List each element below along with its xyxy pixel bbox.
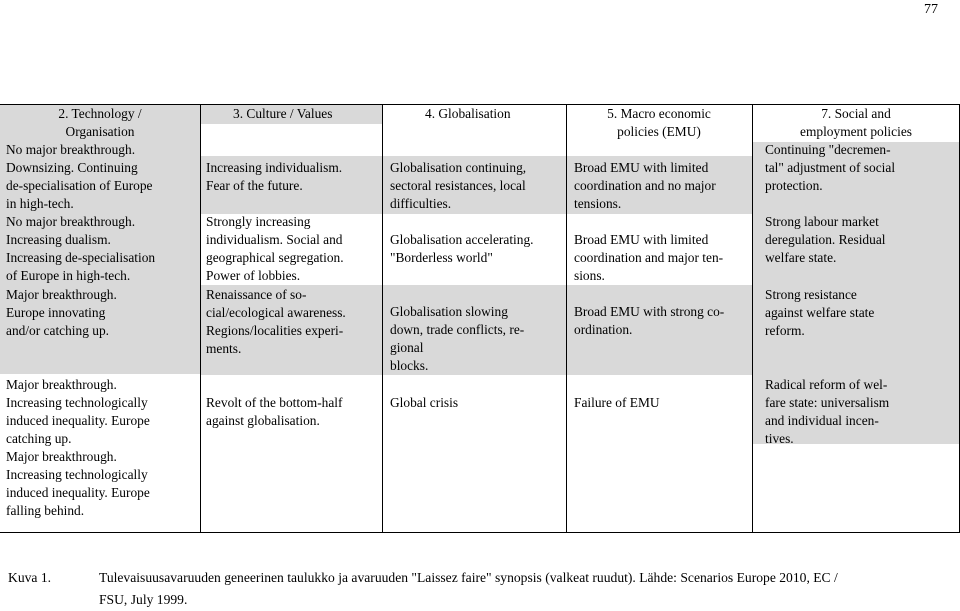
row2-culture: Strongly increasing individualism. Social and geographical segregation. Power of lobbies. [206,214,344,283]
row1-technology: No major breakthrough. Downsizing. Continuing de-specialisation of Europe in high-tech. [6,142,153,211]
header-globalisation: 4. Globalisation [425,106,511,121]
row3-social: Strong resistance against welfare state reform. [765,287,875,338]
row4-technology: Major breakthrough. Increasing technologically induced inequality. Europe catching up. [6,377,150,446]
header-social: 7. Social and employment policies [800,106,912,139]
row2-social: Strong labour market deregulation. Residual welfare state. [765,214,886,265]
row1-social: Continuing "decremen- tal" adjustment of social protection. [765,142,896,193]
row3-technology: Major breakthrough. Europe innovating and/or catching up. [6,287,117,338]
row1-macro: Broad EMU with limited coordination and no major tensions. [574,160,716,211]
table-bottom-rule [0,532,960,533]
col-divider-3 [566,104,567,532]
row2-macro: Broad EMU with limited coordination and major ten- sions. [574,232,724,283]
header-technology: 2. Technology / Organisation [58,106,142,139]
row4-macro: Failure of EMU [574,395,660,410]
header-culture: 3. Culture / Values [233,106,333,121]
page-number: 77 [924,2,938,17]
row3-macro: Broad EMU with strong co- ordination. [574,304,725,337]
figure-caption-text: Tulevaisuusavaruuden geneerinen taulukko ja avaruuden "Laissez faire" synopsis (valkeat ruudut). Lähde: Scenarios Europe 2010, EC / [99,570,838,585]
row1-culture: Increasing individualism. Fear of the future. [206,160,343,193]
row2-technology: No major breakthrough. Increasing dualism. Increasing de-specialisation of Europe in high-tech. [6,214,156,283]
row2-globalisation: Globalisation accelerating. "Borderless world" [390,232,534,265]
col-divider-4 [752,104,753,532]
row4-culture: Revolt of the bottom-half against globalisation. [206,395,343,428]
row4-social: Radical reform of wel- fare state: universalism and individual incen- tives. [765,377,890,446]
row3-culture: Renaissance of so- cial/ecological awareness. Regions/localities experi- ments. [206,287,346,356]
col-divider-1 [200,104,201,532]
figure-caption-text-line2: FSU, July 1999. [99,592,188,607]
row4-globalisation: Global crisis [390,395,459,410]
row1-globalisation: Globalisation continuing, sectoral resistances, local difficulties. [390,160,527,211]
header-macro: 5. Macro economic policies (EMU) [607,106,711,139]
row5-technology: Major breakthrough. Increasing technologically induced inequality. Europe falling behind. [6,449,150,518]
col-divider-2 [382,104,383,532]
row3-globalisation: Globalisation slowing down, trade conflicts, re- gional blocks. [390,304,525,373]
figure-caption-label: Kuva 1. [8,570,52,585]
